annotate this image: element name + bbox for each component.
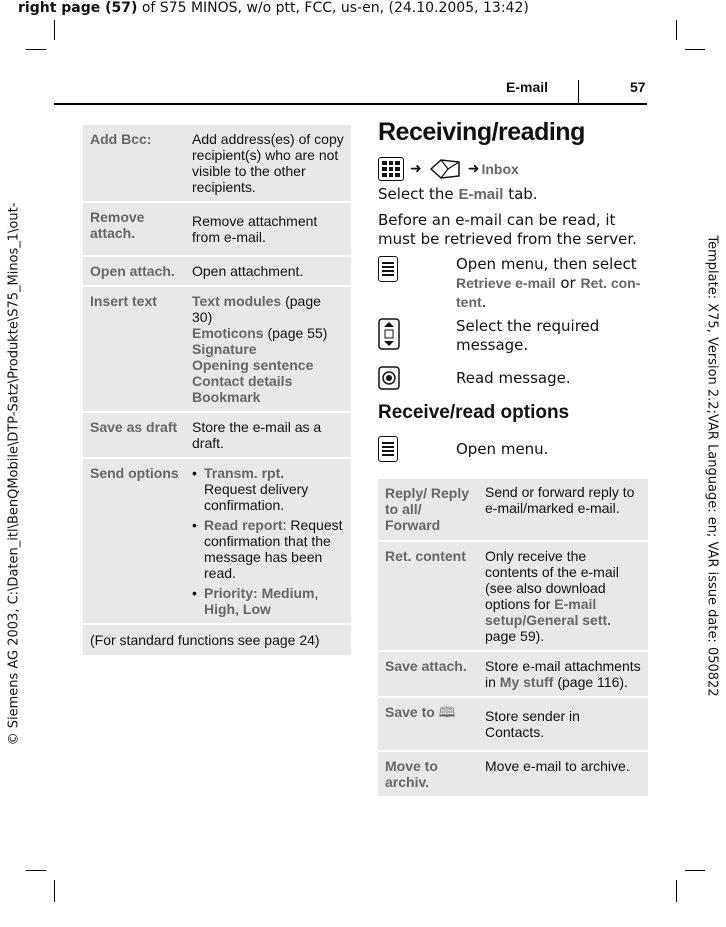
signature-label: Signature [192, 341, 257, 357]
option-name: Reply/ Reply to all/ Forward [378, 479, 481, 541]
option-name: Insert text [83, 286, 188, 412]
step-read-message: Read message. [456, 369, 571, 387]
item-description: Request delivery confirmation. [204, 481, 309, 513]
section-title: E-mail [506, 79, 549, 95]
my-stuff-label: My stuff [499, 674, 554, 690]
header-divider [578, 80, 579, 103]
instruction-text: or [555, 274, 581, 292]
table-row [83, 125, 351, 202]
inbox-label: Inbox [481, 161, 519, 177]
option-description [481, 651, 648, 697]
low-label: Low [242, 601, 271, 617]
table-row [378, 697, 648, 751]
option-description: Add address(es) of copy recipient(s) who are not visible to the other recipients. [188, 125, 351, 202]
option-description: Store the e-mail as a draft. [188, 412, 351, 458]
table-row [378, 651, 648, 697]
email-tab-label: E-mail [458, 186, 504, 203]
instruction-text: Open menu, then select [456, 255, 637, 273]
menu-key-icon [378, 256, 398, 282]
header-rule [54, 103, 647, 105]
option-description [481, 541, 648, 651]
copyright-path: © Siemens AG 2003, C:\Daten_itl\BenQMobile\DTP-Satz\Produkte\S75_Minos_1\out- [6, 202, 22, 746]
page-number: 57 [630, 79, 646, 95]
menu-key-icon [378, 436, 398, 462]
high-label: High [204, 601, 236, 617]
crop-mark [54, 880, 55, 902]
option-description: Open attachment. [188, 256, 351, 286]
separator: , [235, 601, 243, 617]
navigation-key-icon [378, 318, 400, 350]
template-info: Template: X75, Version 2.2;VAR Language: en; VAR issue date: 050822 [704, 235, 720, 697]
step-open-menu [456, 255, 646, 312]
crop-mark [26, 870, 46, 871]
select-tab-instruction [378, 185, 646, 204]
center-key-icon [378, 366, 400, 390]
option-name-text: Save to [385, 704, 435, 720]
option-name: Remove attach. [83, 202, 188, 256]
email-setup-label: E-mail setup/General sett. [485, 596, 612, 628]
option-name: Move to archiv. [378, 751, 481, 797]
option-description: Send or forward reply to e-mail/marked e-mail. [481, 479, 648, 541]
contact-details-label: Contact details [192, 373, 293, 389]
options-heading: Receive/read options [378, 402, 570, 423]
description-text: (page 116). [553, 674, 628, 690]
list-item [192, 465, 345, 513]
description-text: Only receive the contents of the e-mail (see also download options for [485, 548, 619, 612]
standard-functions-note: (For standard functions see page 24) [83, 624, 351, 656]
table-row [378, 479, 648, 541]
envelope-icon [428, 157, 462, 181]
list-item [192, 517, 345, 581]
option-description: Remove attachment from e-mail. [188, 202, 351, 256]
option-description: Move e-mail to archive. [481, 751, 648, 797]
option-description [188, 458, 351, 624]
description-text: page 59). [485, 628, 545, 644]
bullet: • [192, 517, 197, 533]
page-ref: (page 55) [263, 325, 328, 341]
option-name: Save attach. [378, 651, 481, 697]
option-name: Open attach. [83, 256, 188, 286]
bookmark-label: Bookmark [192, 389, 261, 405]
step-select-message: Select the required message. [456, 317, 600, 354]
address-book-icon: 🕮 [438, 704, 456, 720]
crop-mark [685, 49, 705, 50]
option-name: Save as draft [83, 412, 188, 458]
priority-label: Priority: Medium [204, 585, 315, 601]
bullet: • [192, 465, 197, 481]
print-job-details: of S75 MINOS, w/o ptt, FCC, us-en, (24.10.2005, 13:42) [137, 0, 529, 16]
instruction-text: Select the [378, 185, 459, 203]
receive-options-table [378, 479, 648, 798]
opening-sentence-label: Opening sentence [192, 357, 314, 373]
emoticons-label: Emoticons [192, 325, 264, 341]
table-row [83, 256, 351, 286]
crop-mark [685, 870, 705, 871]
read-report-label: Read report [204, 517, 283, 533]
table-row [83, 412, 351, 458]
crop-mark [54, 20, 55, 40]
ret-content-label: Ret. con-tent [456, 275, 641, 310]
table-row [83, 202, 351, 256]
transm-rpt-label: Transm. rpt. [204, 465, 285, 481]
step-open-menu-2: Open menu. [456, 440, 549, 458]
navigation-path [378, 156, 519, 182]
arrow-icon: ➜ [410, 161, 422, 177]
option-description: Store sender in Contacts. [481, 697, 648, 751]
crop-mark [676, 880, 677, 902]
email-options-table [83, 125, 351, 657]
crop-mark [26, 49, 46, 50]
send-options-list [192, 465, 345, 617]
separator: , [314, 585, 319, 601]
option-description [188, 286, 351, 412]
table-row [83, 458, 351, 624]
table-row [83, 624, 351, 656]
option-name: Send options [83, 458, 188, 624]
instruction-text: tab. [503, 185, 538, 203]
print-job-info [18, 0, 529, 16]
retrieve-note: Before an e-mail can be read, it must be retrieved from the server. [378, 211, 637, 248]
table-row [378, 541, 648, 651]
print-page-label: right page (57) [18, 0, 138, 16]
crop-mark [676, 20, 677, 40]
bullet: • [192, 585, 197, 601]
description-text: Store e-mail attachments in [485, 658, 641, 690]
instruction-text: . [481, 293, 487, 311]
list-item [192, 585, 345, 617]
retrieve-email-label: Retrieve e-mail [456, 275, 556, 291]
table-row [83, 286, 351, 412]
option-name: Add Bcc: [83, 125, 188, 202]
menu-grid-icon [378, 157, 404, 181]
page-heading: Receiving/reading [378, 118, 585, 146]
option-name [378, 697, 481, 751]
table-row [378, 751, 648, 797]
page-ref: (page 30) [192, 293, 321, 325]
item-description: : Request confirmation that the message has been read. [204, 517, 343, 581]
option-name: Ret. content [378, 541, 481, 651]
text-modules-label: Text modules [192, 293, 282, 309]
arrow-icon: ➜ [467, 161, 480, 177]
